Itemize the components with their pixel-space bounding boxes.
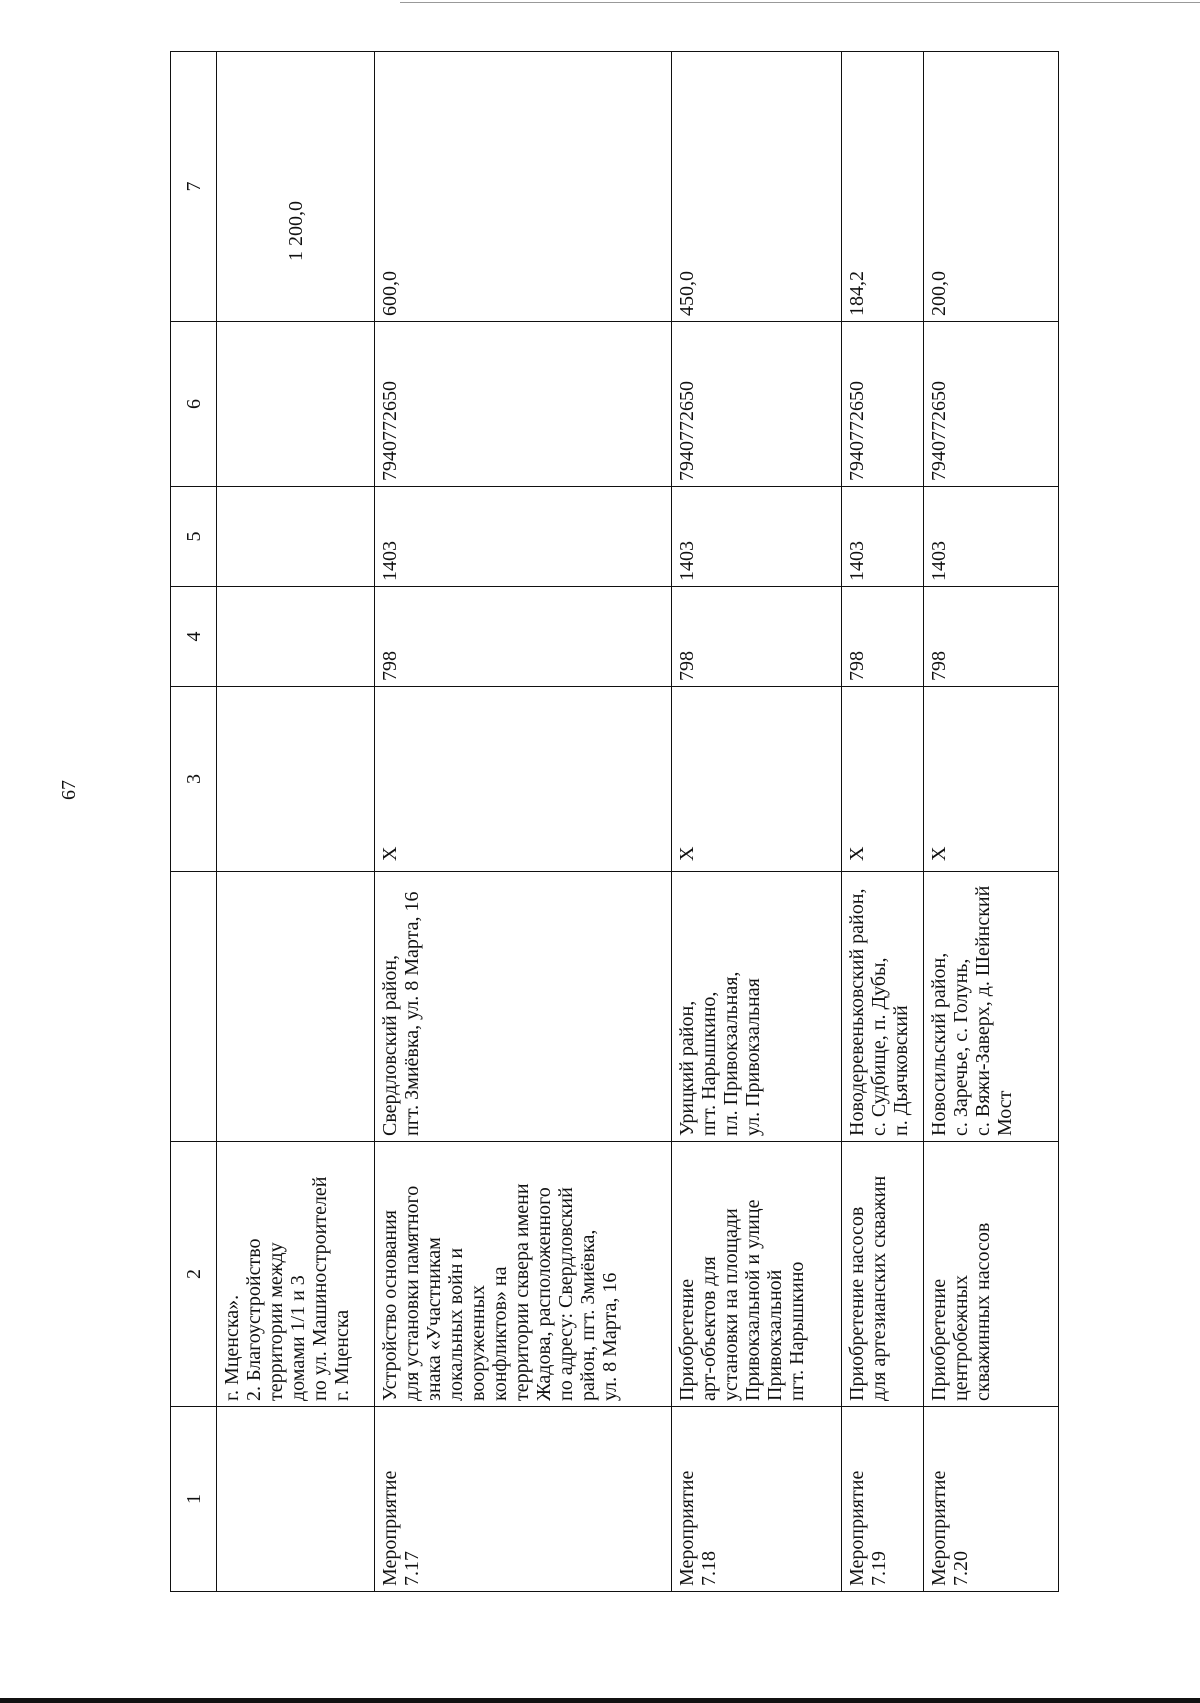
description-line: территории между [265,1242,287,1401]
event-line: 7.18 [698,1551,720,1586]
mark-cell: X [842,687,924,872]
header-cell: 1 [171,1407,217,1592]
address-line: с. Заречье, с. Голунь, [950,958,972,1136]
table-row [842,52,924,1592]
code5-cell: 1403 [842,487,924,587]
code4-cell: 798 [672,587,842,687]
code6-cell: 7940772650 [924,322,1059,487]
address-line: Мост [994,1090,1016,1136]
header-cell: 6 [171,322,217,487]
description-line: центробежных [950,1274,972,1401]
address-line: Урицкий район, [676,1000,698,1136]
code4-cell: 798 [842,587,924,687]
description-line: знака «Участникам [423,1237,445,1401]
header-cell: 2 [171,1142,217,1407]
event-cell [842,1407,924,1592]
description-line: по ул. Машиностроителей [309,1176,331,1401]
code6-cell [217,322,375,487]
code6-cell: 7940772650 [375,322,672,487]
scan-top-rule [400,2,1200,3]
description-line: Привокзальной [764,1269,786,1401]
code5-cell: 1403 [375,487,672,587]
description-line: территории сквера имени [511,1183,533,1401]
code5-cell: 1403 [924,487,1059,587]
code6-cell: 7940772650 [672,322,842,487]
table-row [924,52,1059,1592]
header-row [171,52,217,1592]
description-cell [672,1142,842,1407]
address-line: с. Вяжи-Заверх, д. Шейнский [972,885,994,1136]
description-cell [375,1142,672,1407]
event-cell [924,1407,1059,1592]
amount-cell: 600,0 [375,52,672,322]
description-line: ул. 8 Марта, 16 [599,1272,621,1401]
address-line: пл. Привокзальная, [720,971,742,1136]
description-cell [924,1142,1059,1407]
event-line: 7.19 [868,1551,890,1586]
description-line: Приобретение [928,1278,950,1401]
description-cell [842,1142,924,1407]
event-cell [375,1407,672,1592]
description-line: г. Мценска». [221,1294,243,1401]
amount-cell: 1 200,0 [217,52,375,322]
mark-cell: X [375,687,672,872]
description-line: домами 1/1 и 3 [287,1275,309,1401]
event-cell [672,1407,842,1592]
description-line: локальных войн и [445,1247,467,1401]
address-cell [375,872,672,1142]
table-row [217,52,375,1592]
description-line: 2. Благоустройство [243,1238,265,1401]
header-cell: 4 [171,587,217,687]
address-line: Новосильский район, [928,952,950,1136]
description-line: конфликтов» на [489,1266,511,1401]
measures-table [170,51,1059,1592]
description-line: скважинных насосов [972,1222,994,1401]
event-line: Мероприятие [928,1470,950,1586]
address-line: п. Дьячковский [890,1005,912,1136]
description-line: г. Мценска [331,1309,353,1401]
mark-cell [217,687,375,872]
amount-cell: 450,0 [672,52,842,322]
header-cell: 5 [171,487,217,587]
scan-bottom-rule [0,1698,1200,1703]
event-cell [217,1407,375,1592]
description-line: по адресу: Свердловский [555,1187,577,1401]
description-line: район, пгт. Змиёвка, [577,1229,599,1401]
event-line: 7.20 [950,1551,972,1586]
description-line: установки на площади [720,1208,742,1401]
amount-cell: 184,2 [842,52,924,322]
address-line: Новодеревеньковский район, [846,888,868,1136]
table-container [170,52,1058,1592]
address-line: Свердловский район, [379,954,401,1136]
table-row [375,52,672,1592]
description-line: арт-объектов для [698,1256,720,1401]
description-line: Приобретение насосов [846,1206,868,1401]
header-cell: 3 [171,687,217,872]
description-line: для артезианских скважин [868,1175,890,1401]
description-line: пгт. Нарышкино [786,1261,808,1401]
mark-cell: X [924,687,1059,872]
event-line: Мероприятие [676,1470,698,1586]
description-line: Приобретение [676,1278,698,1401]
address-cell [217,872,375,1142]
description-line: Жадова, расположенного [533,1187,555,1401]
description-cell [217,1142,375,1407]
table-row [672,52,842,1592]
address-line: ул. Привокзальная [742,978,764,1136]
description-line: для установки памятного [401,1185,423,1401]
address-line: пгт. Нарышкино, [698,991,720,1136]
event-line: Мероприятие [379,1470,401,1586]
page-number: 67 [58,780,80,800]
address-line: с. Судбище, п. Дубы, [868,957,890,1136]
code4-cell: 798 [924,587,1059,687]
header-cell: 7 [171,52,217,322]
address-cell [924,872,1059,1142]
address-line: пгт. Змиёвка, ул. 8 Марта, 16 [401,891,423,1136]
description-line: Устройство основания [379,1210,401,1401]
code5-cell [217,487,375,587]
code5-cell: 1403 [672,487,842,587]
address-cell [672,872,842,1142]
event-line: 7.17 [401,1551,423,1586]
description-line: вооруженных [467,1284,489,1401]
code4-cell [217,587,375,687]
code4-cell: 798 [375,587,672,687]
header-cell [171,872,217,1142]
description-line: Привокзальной и улице [742,1199,764,1401]
address-cell [842,872,924,1142]
amount-cell: 200,0 [924,52,1059,322]
mark-cell: X [672,687,842,872]
code6-cell: 7940772650 [842,322,924,487]
event-line: Мероприятие [846,1470,868,1586]
